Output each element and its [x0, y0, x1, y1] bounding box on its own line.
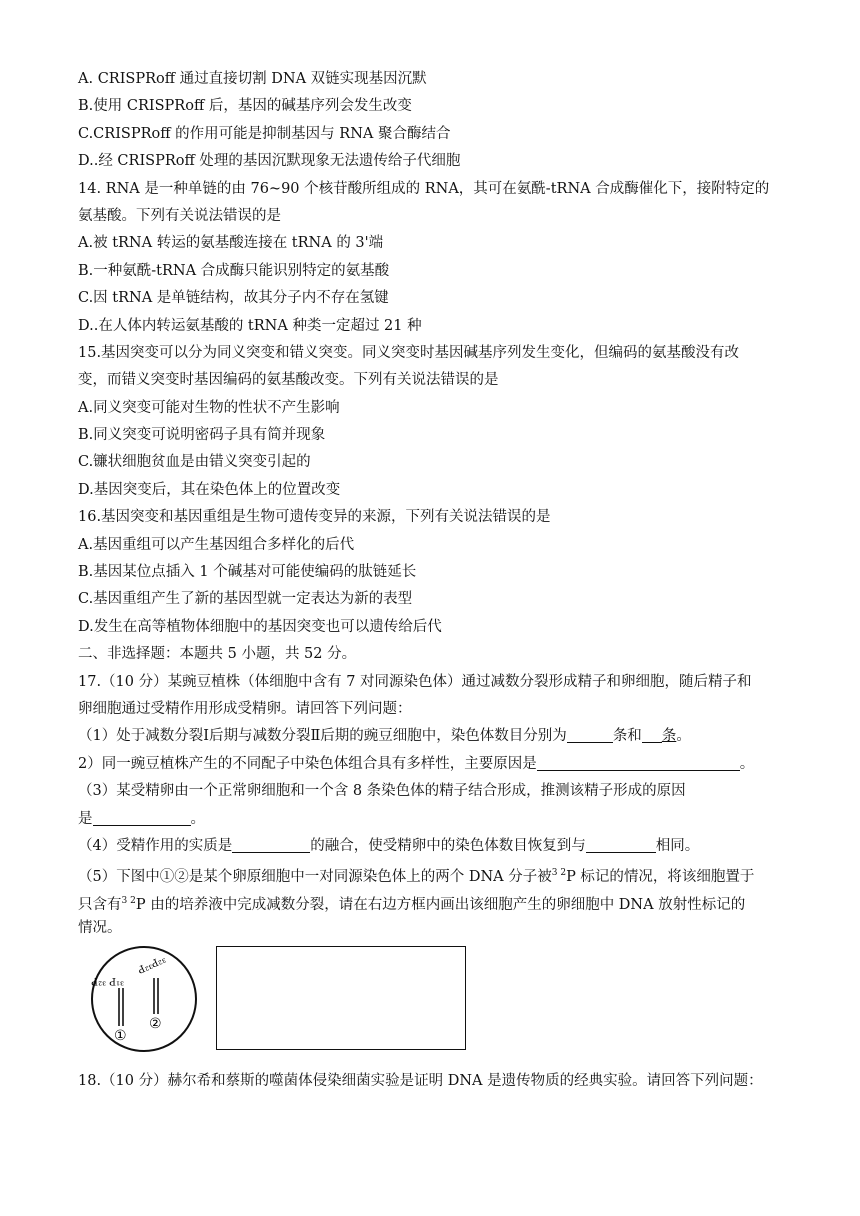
q17-part4: （4）受精作用的实质是 的融合，使受精卵中的染色体数目恢复到与 相同。 [78, 837, 700, 854]
dna2-number-label: ② [149, 1016, 162, 1032]
q17-stem-line2: 卵细胞通过受精作用形成受精卵。请回答下列问题： [78, 700, 412, 717]
q14-stem-line1: 14. RNA 是一种单链的由 76~90 个核苷酸所组成的 RNA，其可在氨酰-tRNA 合成酶催化下，接附特定的 [78, 180, 770, 197]
q16-option-a: A.基因重组可以产生基因组合多样化的后代 [78, 536, 355, 553]
q18-stem: 18.（10 分）赫尔希和蔡斯的噬菌体侵染细菌实验是证明 DNA 是遗传物质的经典实验。请回答下列问题： [78, 1073, 763, 1089]
section-heading: 二、非选择题：本题共 5 小题，共 52 分。 [78, 646, 357, 663]
answer-blank-4a[interactable] [232, 836, 310, 853]
answer-blank-3[interactable] [93, 809, 191, 826]
q17-stem-line1: 17.（10 分）某豌豆植株（体细胞中含有 7 对同源染色体）通过减数分裂形成精子和卵细胞，随后精子和 [78, 673, 752, 690]
q18-block [78, 1068, 778, 1095]
q15-option-d: D.基因突变后，其在染色体上的位置改变 [78, 481, 341, 498]
q16-option-d: D.发生在高等植物体细胞中的基因突变也可以遗传给后代 [78, 618, 442, 635]
q14-option-c: C.因 tRNA 是单链结构，故其分子内不存在氢键 [78, 290, 389, 307]
q17-part2: 2）同一豌豆植株产生的不同配子中染色体组合具有多样性，主要原因是 。 [78, 755, 755, 772]
q13-option-d: D..经 CRISPRoff 处理的基因沉默现象无法遗传给子代细胞 [78, 153, 461, 170]
q17-part3-line2: 是 。 [78, 810, 205, 827]
q14-stem-line2: 氨基酸。下列有关说法错误的是 [78, 207, 281, 224]
q16-option-b: B.基因某位点插入 1 个碱基对可能使编码的肽链延长 [78, 564, 417, 581]
dna2-label: ³²P³²P [135, 952, 167, 975]
q17-figure [82, 944, 482, 1054]
q17-part1: （1）处于减数分裂Ⅰ后期与减数分裂Ⅱ后期的豌豆细胞中，染色体数目分别为 条和 条。 [78, 728, 691, 745]
q13-option-b: B.使用 CRISPRoff 后，基因的碱基序列会发生改变 [78, 98, 412, 115]
q17-part3-line1: （3）某受精卵由一个正常卵细胞和一个含 8 条染色体的精子结合形成，推测该精子形成的原因 [78, 783, 686, 800]
dna1-number-label: ① [114, 1028, 127, 1044]
drawing-answer-box[interactable] [216, 946, 466, 1050]
dna1-label: ³¹P ³²P [91, 975, 124, 986]
q15-option-a: A.同义突变可能对生物的性状不产生影响 [78, 399, 340, 416]
q16-stem: 16.基因突变和基因重组是生物可遗传变异的来源，下列有关说法错误的是 [78, 509, 551, 526]
q15-stem-line2: 变，而错义突变时基因编码的氨基酸改变。下列有关说法错误的是 [78, 372, 499, 389]
answer-blank-1a[interactable] [567, 726, 613, 743]
q17-part5-line3: 情况。 [78, 920, 122, 937]
q15-option-b: B.同义突变可说明密码子具有简并现象 [78, 427, 326, 444]
q13-option-c: C.CRISPRoff 的作用可能是抑制基因与 RNA 聚合酶结合 [78, 125, 451, 142]
q16-option-c: C.基因重组产生了新的基因型就一定表达为新的表型 [78, 591, 413, 608]
exam-page [78, 66, 778, 943]
q17-part5-line2: 只含有$^{3 2}$P 由的培养液中完成减数分裂，请在右边方框内画出该细胞产生的卵细胞中 DNA 放射性标记的 [78, 895, 746, 913]
answer-blank-1b[interactable] [642, 726, 662, 743]
q13-option-a: A. CRISPRoff 通过直接切割 DNA 双链实现基因沉默 [78, 71, 427, 87]
q17-part5-line1: （5）下图中①②是某个卵原细胞中一对同源染色体上的两个 DNA 分子被$^{3 2}$P 标记的情况，将该细胞置于 [78, 868, 755, 886]
answer-blank-2[interactable] [537, 754, 740, 771]
q14-option-d: D..在人体内转运氨基酸的 tRNA 种类一定超过 21 种 [78, 317, 422, 334]
q14-option-b: B.一种氨酰-tRNA 合成酶只能识别特定的氨基酸 [78, 262, 390, 279]
cell-diagram [82, 944, 212, 1054]
q15-stem-line1: 15.基因突变可以分为同义突变和错义突变。同义突变时基因碱基序列发生变化，但编码的氨基酸没有改 [78, 344, 740, 361]
q15-option-c: C.镰状细胞贫血是由错义突变引起的 [78, 454, 311, 471]
answer-blank-4b[interactable] [586, 836, 656, 853]
q14-option-a: A.被 tRNA 转运的氨基酸连接在 tRNA 的 3'端 [78, 235, 384, 252]
